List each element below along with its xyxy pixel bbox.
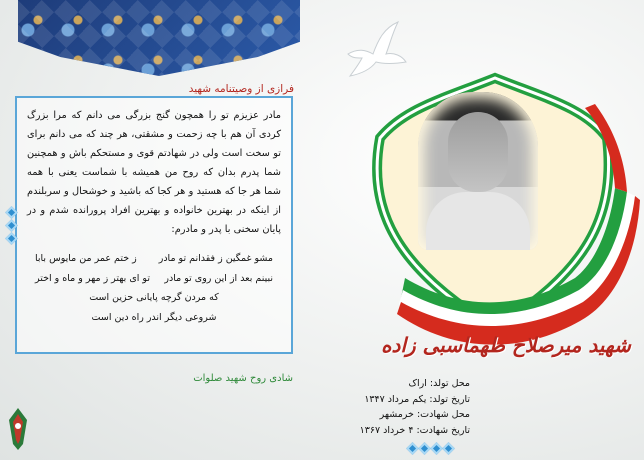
diamond-ornament-icon <box>5 206 18 219</box>
poem-row <box>27 249 281 269</box>
bio-block <box>330 376 470 438</box>
section-heading: فرازی از وصیتنامه شهید <box>188 83 294 95</box>
diamond-ornament-icon <box>5 219 18 232</box>
diamond-ornament-icon <box>430 442 443 455</box>
diamond-ornament-row <box>408 444 453 453</box>
poem-verse: ز ختم عمر من مایوس بابا <box>35 253 137 264</box>
diamond-ornament-icon <box>406 442 419 455</box>
martyrdom-place: محل شهادت: خرمشهر <box>379 409 470 421</box>
poem-verse: شروعی دیگر اندر راه دین است <box>91 311 217 323</box>
diamond-ornament-icon <box>442 442 455 455</box>
testament-paragraph: مادر عزیزم تو را همچون گنج بزرگی می دانم که مرا بزرگ کردی آن هم با چه زحمت و مشقتی، هر چند که می دانم برای تو سخت است ولی در شهادتم قوی و مستحکم باش و همچنین شما پدرم بدان که روح من همیشه با شماست یعنی با همه شما هر جا که هستید و هر کجا که باشید و خوشحال و سربلندم از اینکه در بهترین خانواده و بهترین افراد پرورانده شدم و در پایان سخنی با پدر و مادرم: <box>27 110 281 235</box>
poem-verse: مشو غمگین ز فقدانم تو مادر <box>158 253 273 264</box>
poem-verse: که مردن گرچه پایانی حزین است <box>89 292 219 303</box>
portrait-body <box>426 192 530 250</box>
diamond-ornament-icon <box>418 442 431 455</box>
portrait-face <box>448 112 508 192</box>
testament-box <box>15 96 293 354</box>
diamond-ornament-icon <box>5 232 18 245</box>
martyrdom-date: تاریخ شهادت: ۴ خرداد ۱۳۶۷ <box>359 424 470 436</box>
poem <box>27 249 281 327</box>
emblem-logo <box>3 404 33 454</box>
diamond-ornament-column <box>6 208 20 247</box>
martyr-name: شهید میرصلاح طهماسبی زاده <box>381 333 631 357</box>
poem-row <box>27 269 281 289</box>
islamic-tile-pattern <box>18 0 300 76</box>
birthplace: محل تولد: اراک <box>408 378 470 389</box>
poem-verse: تو ای بهتر ز مهر و ماه و اختر <box>35 272 150 284</box>
salutation-text: شادی روح شهید صلوات <box>193 373 293 384</box>
birth-date: تاریخ تولد: یکم مرداد ۱۳۴۷ <box>364 393 470 405</box>
martyr-portrait <box>418 92 538 250</box>
poem-verse: نبینم بعد از این روی تو مادر <box>164 272 273 284</box>
